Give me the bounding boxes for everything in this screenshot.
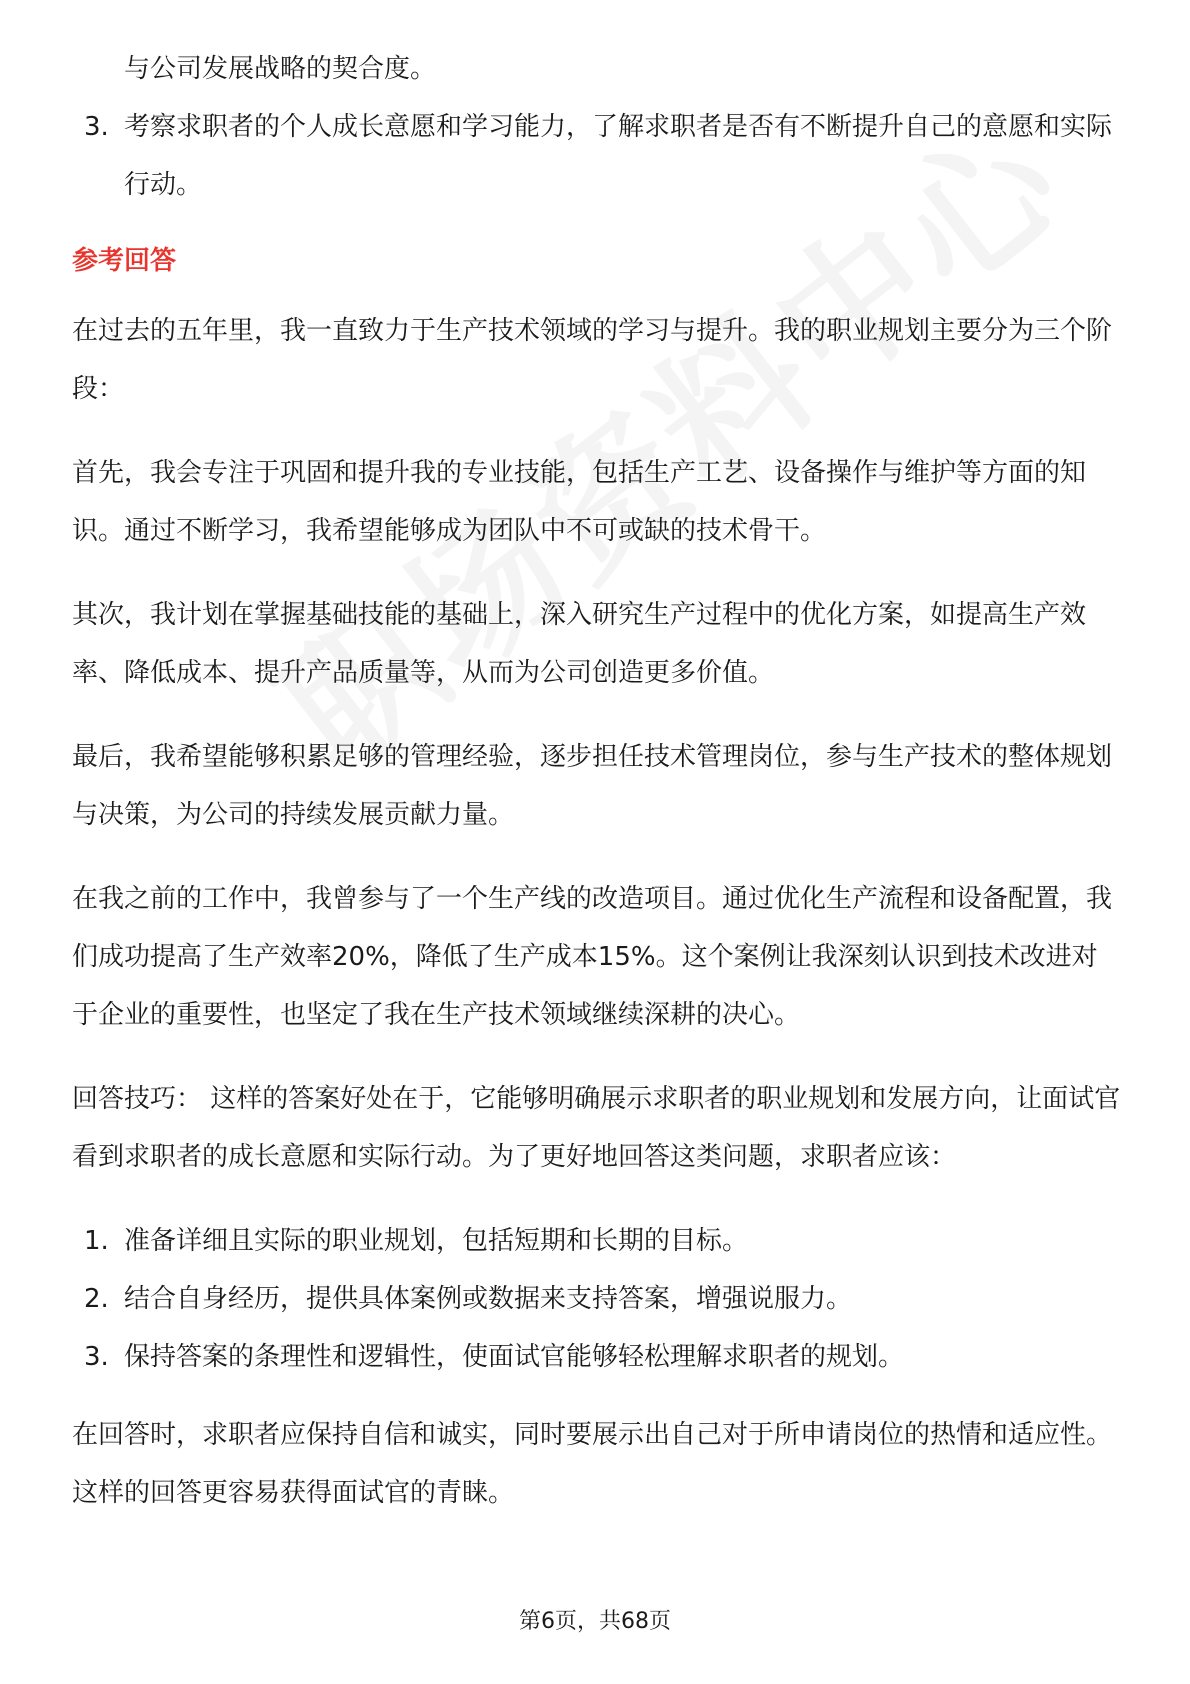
- list-continuation: 与公司发展战略的契合度。: [124, 54, 437, 84]
- list-item: [72, 98, 1122, 214]
- top-list: [72, 40, 1122, 214]
- tips-list: [72, 1212, 1122, 1386]
- paragraph-closing: 在回答时，求职者应保持自信和诚实，同时要展示出自己对于所申请岗位的热情和适应性。这样的回答更容易获得面试官的青睐。: [72, 1420, 1113, 1508]
- list-item-number: 3.: [84, 112, 109, 142]
- list-item-number: 1.: [84, 1226, 109, 1256]
- paragraph-second: 其次，我计划在掌握基础技能的基础上，深入研究生产过程中的优化方案，如提高生产效率、降低成本、提升产品质量等，从而为公司创造更多价值。: [72, 600, 1087, 688]
- list-item-number: 2.: [84, 1284, 109, 1314]
- paragraph-tips: 回答技巧： 这样的答案好处在于，它能够明确展示求职者的职业规划和发展方向，让面试官看到求职者的成长意愿和实际行动。为了更好地回答这类问题，求职者应该：: [72, 1084, 1121, 1172]
- paragraph-intro: 在过去的五年里，我一直致力于生产技术领域的学习与提升。我的职业规划主要分为三个阶段：: [72, 316, 1113, 404]
- paragraph-last: 最后，我希望能够积累足够的管理经验，逐步担任技术管理岗位，参与生产技术的整体规划与决策，为公司的持续发展贡献力量。: [72, 742, 1113, 830]
- list-item-text: 准备详细且实际的职业规划，包括短期和长期的目标。: [124, 1226, 749, 1256]
- list-item-text: 考察求职者的个人成长意愿和学习能力，了解求职者是否有不断提升自己的意愿和实际行动。: [124, 112, 1113, 200]
- paragraph-first: 首先，我会专注于巩固和提升我的专业技能，包括生产工艺、设备操作与维护等方面的知识。通过不断学习，我希望能够成为团队中不可或缺的技术骨干。: [72, 458, 1087, 546]
- list-item-text: 结合自身经历，提供具体案例或数据来支持答案，增强说服力。: [124, 1284, 853, 1314]
- document-body: [72, 40, 1122, 1548]
- list-item-number: 3.: [84, 1342, 109, 1372]
- list-item-text: 保持答案的条理性和逻辑性，使面试官能够轻松理解求职者的规划。: [124, 1342, 905, 1372]
- page-number: 第6页，共68页: [519, 1609, 671, 1634]
- list-item: [72, 1212, 1122, 1270]
- list-item: [72, 1270, 1122, 1328]
- section-heading: 参考回答: [72, 246, 177, 276]
- list-item: [72, 1328, 1122, 1386]
- paragraph-case: 在我之前的工作中，我曾参与了一个生产线的改造项目。通过优化生产流程和设备配置，我们成功提高了生产效率20%，降低了生产成本15%。这个案例让我深刻认识到技术改进对于企业的重要性，也坚定了我在生产技术领域继续深耕的决心。: [72, 884, 1113, 1030]
